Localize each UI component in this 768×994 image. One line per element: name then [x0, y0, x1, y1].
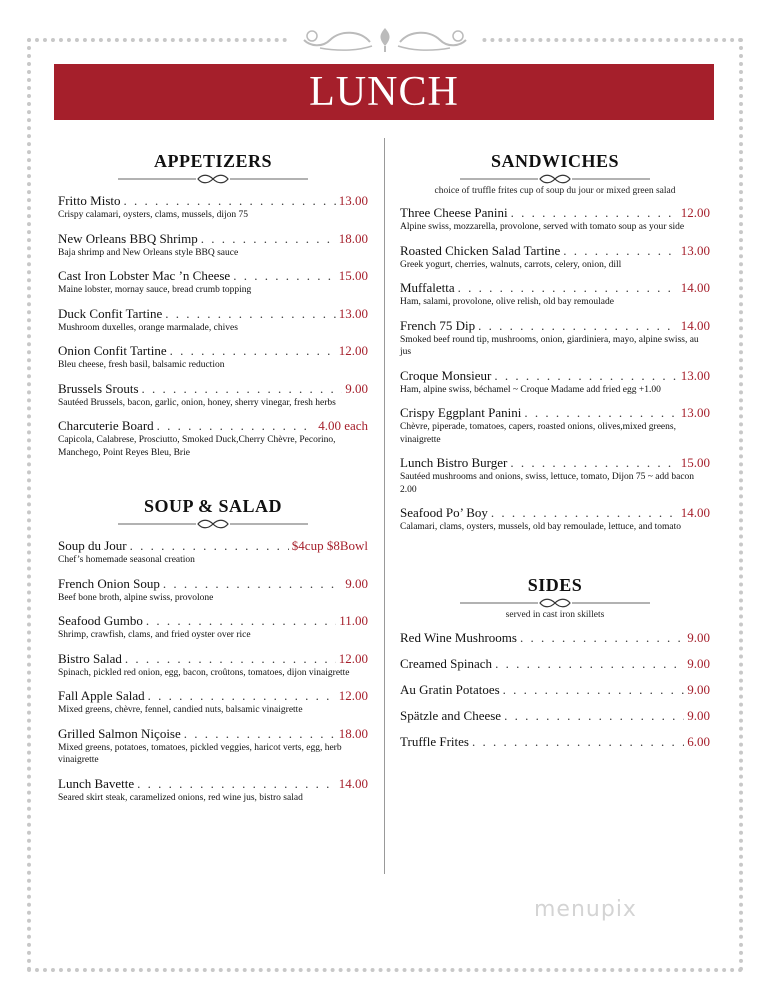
- menu-item-name: Three Cheese Panini: [400, 205, 508, 220]
- dot-leader: [170, 343, 336, 359]
- menu-item: [58, 193, 368, 222]
- menu-item-line: [58, 268, 368, 284]
- menu-item-description: Alpine swiss, mozzarella, provolone, served with tomato soup as your side: [400, 222, 685, 232]
- menu-item-name: Croque Monsieur: [400, 367, 492, 383]
- side-item-name: Au Gratin Potatoes: [400, 681, 500, 697]
- menu-item-line: [58, 688, 368, 704]
- menu-item-name: Fritto Misto: [58, 193, 121, 208]
- sandwiches-section: [400, 150, 710, 534]
- menu-item: [58, 538, 368, 567]
- menu-item-price: 15.00: [338, 268, 368, 283]
- menu-item-line: [58, 418, 368, 434]
- menu-item-price: 12.00: [338, 688, 368, 703]
- menu-item-line: [58, 231, 368, 247]
- menu-item: [400, 405, 710, 446]
- lunch-banner: LUNCH: [54, 64, 714, 120]
- menu-item-description: Beef bone broth, alpine swiss, provolone: [58, 592, 214, 603]
- side-item-price: 9.00: [687, 629, 710, 645]
- menu-item-price: 14.00: [338, 775, 368, 791]
- menu-item-description: Greek yogurt, cherries, walnuts, carrots, celery, onion, dill: [400, 259, 622, 270]
- appetizers-section: [58, 150, 368, 459]
- menu-item-description: Capicola, Calabrese, Prosciutto, Smoked Duck,Cherry Chèvre, Pecorino, Manchego, Point Reyes Bleu, Brie: [58, 435, 336, 458]
- menu-item-line: [58, 651, 368, 667]
- menu-item: [58, 776, 368, 805]
- menu-item-line: [400, 280, 710, 296]
- soup-salad-section: [58, 495, 368, 804]
- menu-item-name: Charcuterie Board: [58, 418, 154, 433]
- menu-item-price: 12.00: [338, 650, 368, 666]
- menu-item-line: [400, 455, 710, 471]
- dot-leader: [163, 576, 342, 592]
- menu-item-name: Seafood Gumbo: [58, 613, 143, 628]
- side-item-price: 6.00: [687, 733, 710, 749]
- menu-item-description: Ham, alpine swiss, béchamel ~ Croque Madame add fried egg +1.00: [400, 384, 661, 395]
- sides-section: [400, 574, 710, 750]
- section-divider-ornament: [118, 174, 308, 184]
- menu-item-description: Chef’s homemade seasonal creation: [58, 555, 195, 565]
- right-column: [400, 150, 710, 750]
- dot-leader: [125, 651, 336, 667]
- menu-item-price: 13.00: [680, 242, 710, 258]
- dot-leader: [503, 682, 685, 698]
- side-item-price: 9.00: [687, 707, 710, 723]
- top-flourish-ornament: [290, 24, 480, 56]
- section-divider-ornament: [118, 519, 308, 529]
- menu-item-description: Calamari, clams, oysters, mussels, old bay remoulade, lettuce, and tomato: [400, 522, 681, 532]
- menu-item-line: [58, 343, 368, 359]
- menu-item: [400, 318, 710, 359]
- appetizers-title: APPETIZERS: [153, 151, 273, 171]
- dot-leader: [520, 630, 684, 646]
- menu-item-description: Spinach, pickled red onion, egg, bacon, croûtons, tomatoes, dijon vinaigrette: [58, 667, 350, 678]
- dot-leader: [137, 776, 336, 792]
- dot-leader: [510, 455, 677, 471]
- dot-leader: [233, 268, 336, 284]
- menu-item-description: Crispy calamari, oysters, clams, mussels, dijon 75: [58, 210, 248, 220]
- menu-item: [58, 268, 368, 297]
- sides-title: SIDES: [527, 574, 583, 595]
- dot-leader: [142, 381, 343, 397]
- menu-item-description: Mixed greens, potatoes, tomatoes, pickled veggies, haricot verts, egg, herb vinaigrette: [58, 742, 342, 765]
- menu-item-price: 13.00: [680, 405, 710, 420]
- side-item-name: Red Wine Mushrooms: [400, 629, 517, 645]
- menu-item: [58, 651, 368, 680]
- menu-item-line: [400, 243, 710, 259]
- menu-item-price: 13.00: [680, 367, 710, 383]
- menu-item-name: Duck Confit Tartine: [58, 305, 163, 321]
- menu-item-price: 12.00: [338, 343, 368, 358]
- menu-item-price: 18.00: [338, 230, 368, 246]
- menu-item-price: 9.00: [345, 380, 368, 396]
- column-divider: [384, 138, 385, 874]
- side-item-price: 9.00: [687, 655, 710, 671]
- menu-item-line: [400, 505, 710, 521]
- side-item: [400, 708, 710, 724]
- dot-leader: [124, 193, 336, 209]
- menu-item: [58, 726, 368, 767]
- menu-item-line: [58, 576, 368, 592]
- sandwiches-subtitle: choice of truffle frites cup of soup du jour or mixed green salad: [434, 186, 676, 196]
- menu-item: [400, 505, 710, 534]
- menu-item-price: 13.00: [338, 193, 368, 208]
- dot-leader: [148, 688, 336, 704]
- watermark-text: menupix: [534, 897, 637, 922]
- menu-item-price: 9.00: [345, 575, 368, 591]
- menu-item: [400, 455, 710, 496]
- dot-leader: [494, 368, 677, 384]
- menu-item-description: Mixed greens, chèvre, fennel, candied nuts, balsamic vinaigrette: [58, 705, 303, 715]
- dot-leader: [478, 318, 678, 334]
- menu-item-line: [58, 538, 368, 554]
- menu-item-name: Cast Iron Lobster Mac ’n Cheese: [58, 268, 231, 283]
- menu-item-line: [400, 205, 710, 221]
- menu-item: [58, 613, 368, 642]
- sides-subtitle: served in cast iron skillets: [505, 609, 605, 620]
- menu-item: [58, 231, 368, 260]
- section-divider-ornament: [460, 598, 650, 608]
- sandwiches-title: SANDWICHES: [490, 151, 620, 171]
- menu-item: [58, 418, 368, 459]
- dot-leader: [495, 656, 684, 672]
- dot-leader: [184, 726, 336, 742]
- menu-item: [58, 688, 368, 717]
- menu-item-name: Fall Apple Salad: [58, 688, 145, 703]
- menu-item: [400, 205, 710, 234]
- menu-item-line: [58, 381, 368, 397]
- menu-item-name: Lunch Bistro Burger: [400, 455, 508, 470]
- menu-item-price: 12.00: [680, 205, 710, 220]
- menu-item-line: [58, 726, 368, 742]
- menu-item-description: Ham, salami, provolone, olive relish, old bay remoulade: [400, 297, 614, 307]
- menu-item-line: [58, 306, 368, 322]
- menu-item-name: Grilled Salmon Niçoise: [58, 725, 181, 741]
- menu-item-name: Onion Confit Tartine: [58, 343, 167, 358]
- side-item-name: Truffle Frites: [400, 733, 469, 749]
- menu-item-line: [58, 776, 368, 792]
- dot-leader: [146, 613, 336, 629]
- menu-item: [58, 576, 368, 605]
- menu-item: [58, 306, 368, 335]
- menu-item-price: 14.00: [680, 280, 710, 295]
- menu-item-line: [58, 193, 368, 209]
- dot-leader: [458, 280, 678, 296]
- section-divider-ornament: [460, 174, 650, 184]
- menu-item-description: Bleu cheese, fresh basil, balsamic reduction: [58, 360, 225, 370]
- dot-leader: [563, 243, 678, 259]
- menu-item-price: $4cup $8Bowl: [291, 538, 368, 553]
- menu-item: [400, 368, 710, 397]
- soup-salad-title: SOUP & SALAD: [143, 496, 283, 516]
- side-item-name: Spätzle and Cheese: [400, 707, 502, 723]
- menu-item-line: [400, 368, 710, 384]
- menu-item-name: Crispy Eggplant Panini: [400, 405, 522, 420]
- dot-leader: [511, 205, 678, 221]
- menu-item-name: French 75 Dip: [400, 317, 476, 333]
- menu-item-name: Bistro Salad: [58, 650, 122, 666]
- dot-leader: [130, 538, 289, 554]
- menu-item: [400, 243, 710, 272]
- menu-item-description: Shrimp, crawfish, clams, and fried oyster over rice: [58, 630, 251, 640]
- dot-leader: [504, 708, 684, 724]
- menu-item-description: Sautéed Brussels, bacon, garlic, onion, honey, sherry vinegar, fresh herbs: [58, 397, 336, 408]
- menu-item-line: [400, 405, 710, 421]
- menu-item-price: 11.00: [339, 613, 368, 628]
- side-item: [400, 656, 710, 672]
- dot-leader: [524, 405, 677, 421]
- left-column: [58, 150, 368, 804]
- side-item: [400, 682, 710, 698]
- menu-item-price: 15.00: [680, 455, 710, 470]
- menu-item-description: Smoked beef round tip, mushrooms, onion, giardiniera, mayo, alpine swiss, au jus: [400, 334, 699, 357]
- dot-leader: [157, 418, 316, 434]
- menu-item-name: Soup du Jour: [58, 538, 127, 553]
- menu-item-price: 14.00: [680, 317, 710, 333]
- menu-item-description: Sautéed mushrooms and onions, swiss, lettuce, tomato, Dijon 75 ~ add bacon 2.00: [400, 472, 695, 495]
- dot-leader: [491, 505, 678, 521]
- dot-leader: [165, 306, 335, 322]
- side-item: [400, 734, 710, 750]
- menu-item-name: Brussels Srouts: [58, 380, 139, 396]
- menu-item-name: Roasted Chicken Salad Tartine: [400, 242, 561, 258]
- menu-item-description: Mushroom duxelles, orange marmalade, chives: [58, 322, 238, 333]
- menu-item-description: Chèvre, piperade, tomatoes, capers, roasted onions, olives,mixed greens, vinaigrette: [400, 422, 676, 445]
- side-item: [400, 630, 710, 646]
- side-item-name: Creamed Spinach: [400, 655, 493, 671]
- menu-item-line: [58, 613, 368, 629]
- side-item-price: 9.00: [687, 681, 710, 697]
- menu-item: [400, 280, 710, 309]
- menu-item-description: Seared skirt steak, caramelized onions, red wine jus, bistro salad: [58, 792, 303, 803]
- menu-item: [58, 343, 368, 372]
- dot-leader: [201, 231, 336, 247]
- menu-item-name: French Onion Soup: [58, 575, 160, 591]
- menu-item-name: New Orleans BBQ Shrimp: [58, 230, 198, 246]
- menu-item-price: 18.00: [338, 725, 368, 741]
- menu-item-line: [400, 318, 710, 334]
- menu-item-price: 13.00: [338, 305, 368, 321]
- menu-item-name: Muffaletta: [400, 280, 455, 295]
- dot-leader: [472, 734, 684, 750]
- menu-item-description: Maine lobster, mornay sauce, bread crumb topping: [58, 285, 252, 295]
- menu-item-name: Seafood Po’ Boy: [400, 505, 488, 520]
- menu-item: [58, 381, 368, 410]
- menu-item-description: Baja shrimp and New Orleans style BBQ sauce: [58, 247, 239, 258]
- menu-item-name: Lunch Bavette: [58, 775, 135, 791]
- menu-item-price: 14.00: [680, 505, 710, 520]
- menu-item-price: 4.00 each: [318, 418, 368, 433]
